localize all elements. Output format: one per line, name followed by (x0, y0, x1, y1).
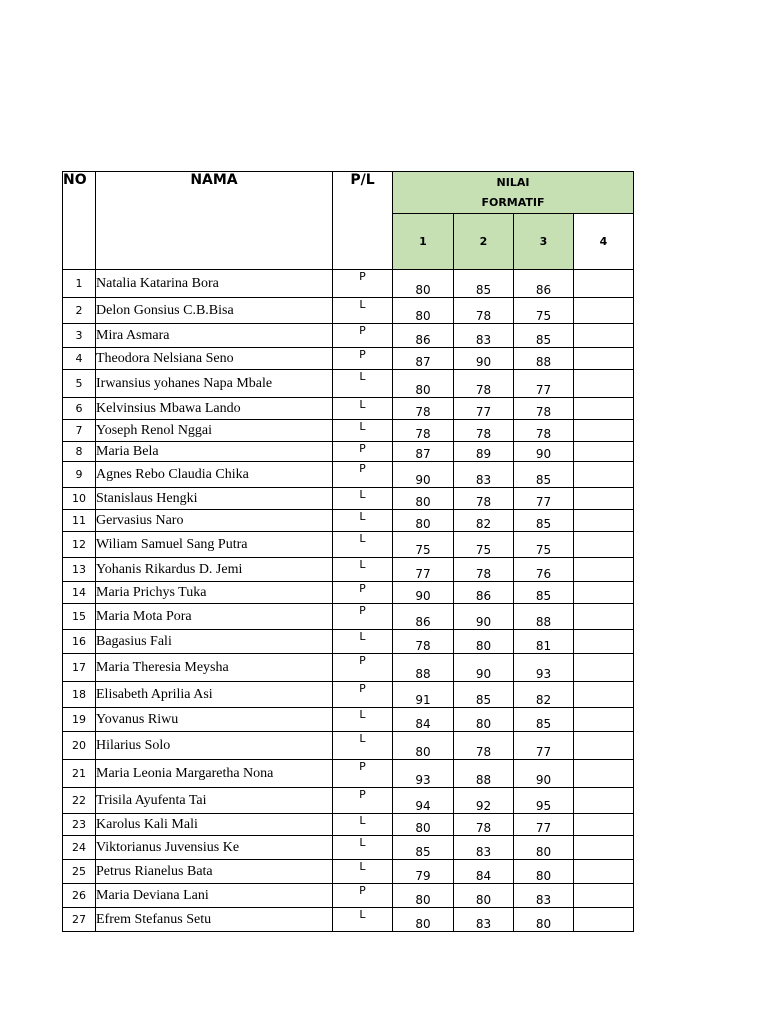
gender-cell: L (333, 298, 393, 324)
score-4 (574, 298, 634, 324)
score-3: 90 (514, 442, 574, 462)
score-4 (574, 654, 634, 682)
gender-cell: P (333, 654, 393, 682)
gender-cell: L (333, 488, 393, 510)
score-1: 78 (393, 398, 454, 420)
student-name: Yoseph Renol Nggai (96, 420, 333, 442)
score-4 (574, 532, 634, 558)
header-no: NO (63, 172, 96, 270)
score-4 (574, 420, 634, 442)
score-2: 84 (454, 860, 514, 884)
header-col-4: 4 (574, 214, 634, 270)
score-4 (574, 558, 634, 582)
student-name: Maria Theresia Meysha (96, 654, 333, 682)
table-row (63, 510, 634, 532)
gender-cell: L (333, 420, 393, 442)
gender-cell: L (333, 558, 393, 582)
score-2: 77 (454, 398, 514, 420)
student-name: Hilarius Solo (96, 732, 333, 760)
score-3: 78 (514, 398, 574, 420)
score-1: 79 (393, 860, 454, 884)
header-col-2: 2 (454, 214, 514, 270)
gender-cell: L (333, 398, 393, 420)
row-number: 16 (63, 630, 96, 654)
gender-cell: P (333, 462, 393, 488)
gender-cell: P (333, 442, 393, 462)
table-row (63, 582, 634, 604)
student-name: Wiliam Samuel Sang Putra (96, 532, 333, 558)
gender-cell: P (333, 324, 393, 348)
score-2: 78 (454, 814, 514, 836)
score-2: 90 (454, 604, 514, 630)
score-3: 75 (514, 532, 574, 558)
table-row (63, 420, 634, 442)
score-1: 87 (393, 442, 454, 462)
score-4 (574, 630, 634, 654)
table-row (63, 298, 634, 324)
student-name: Maria Bela (96, 442, 333, 462)
student-name: Theodora Nelsiana Seno (96, 348, 333, 370)
score-1: 78 (393, 630, 454, 654)
student-name: Kelvinsius Mbawa Lando (96, 398, 333, 420)
gender-cell: L (333, 510, 393, 532)
score-3: 78 (514, 420, 574, 442)
table-row (63, 462, 634, 488)
score-2: 85 (454, 270, 514, 298)
student-name: Karolus Kali Mali (96, 814, 333, 836)
score-4 (574, 270, 634, 298)
student-name: Stanislaus Hengki (96, 488, 333, 510)
score-2: 83 (454, 462, 514, 488)
score-4 (574, 582, 634, 604)
score-2: 75 (454, 532, 514, 558)
score-1: 80 (393, 884, 454, 908)
table-row (63, 270, 634, 298)
score-2: 88 (454, 760, 514, 788)
score-2: 78 (454, 298, 514, 324)
score-3: 83 (514, 884, 574, 908)
score-1: 80 (393, 732, 454, 760)
table-row (63, 370, 634, 398)
score-3: 85 (514, 324, 574, 348)
score-3: 77 (514, 814, 574, 836)
score-1: 80 (393, 814, 454, 836)
row-number: 2 (63, 298, 96, 324)
score-2: 78 (454, 370, 514, 398)
score-1: 91 (393, 682, 454, 708)
score-2: 80 (454, 884, 514, 908)
row-number: 11 (63, 510, 96, 532)
score-2: 78 (454, 732, 514, 760)
header-nilai: NILAI (496, 175, 530, 189)
score-1: 75 (393, 532, 454, 558)
score-3: 95 (514, 788, 574, 814)
header-formatif: FORMATIF (481, 195, 545, 209)
score-3: 90 (514, 760, 574, 788)
score-1: 93 (393, 760, 454, 788)
score-4 (574, 788, 634, 814)
score-3: 81 (514, 630, 574, 654)
student-name: Viktorianus Juvensius Ke (96, 836, 333, 860)
score-2: 80 (454, 630, 514, 654)
student-name: Delon Gonsius C.B.Bisa (96, 298, 333, 324)
row-number: 20 (63, 732, 96, 760)
gender-cell: P (333, 604, 393, 630)
score-3: 75 (514, 298, 574, 324)
table-row (63, 884, 634, 908)
score-2: 82 (454, 510, 514, 532)
gender-cell: L (333, 630, 393, 654)
student-name: Efrem Stefanus Setu (96, 908, 333, 932)
score-1: 80 (393, 488, 454, 510)
row-number: 12 (63, 532, 96, 558)
student-name: Bagasius Fali (96, 630, 333, 654)
row-number: 8 (63, 442, 96, 462)
table-row (63, 760, 634, 788)
score-2: 85 (454, 682, 514, 708)
student-name: Agnes Rebo Claudia Chika (96, 462, 333, 488)
score-3: 85 (514, 462, 574, 488)
table-row (63, 860, 634, 884)
table-row (63, 836, 634, 860)
row-number: 26 (63, 884, 96, 908)
row-number: 7 (63, 420, 96, 442)
student-name: Maria Leonia Margaretha Nona (96, 760, 333, 788)
header-nama: NAMA (96, 172, 333, 270)
score-4 (574, 604, 634, 630)
header-nilai-formatif (393, 172, 634, 214)
score-2: 80 (454, 708, 514, 732)
score-1: 90 (393, 462, 454, 488)
table-row (63, 324, 634, 348)
score-4 (574, 510, 634, 532)
row-number: 1 (63, 270, 96, 298)
score-1: 80 (393, 908, 454, 932)
score-3: 88 (514, 604, 574, 630)
student-name: Yovanus Riwu (96, 708, 333, 732)
row-number: 23 (63, 814, 96, 836)
score-4 (574, 836, 634, 860)
score-3: 85 (514, 708, 574, 732)
table-body (63, 270, 634, 932)
score-2: 83 (454, 836, 514, 860)
score-1: 94 (393, 788, 454, 814)
table-row (63, 442, 634, 462)
score-2: 78 (454, 488, 514, 510)
gender-cell: L (333, 908, 393, 932)
score-4 (574, 442, 634, 462)
row-number: 25 (63, 860, 96, 884)
row-number: 15 (63, 604, 96, 630)
score-3: 85 (514, 582, 574, 604)
gender-cell: L (333, 814, 393, 836)
table-row (63, 708, 634, 732)
score-3: 80 (514, 860, 574, 884)
score-4 (574, 732, 634, 760)
score-2: 86 (454, 582, 514, 604)
gender-cell: L (333, 532, 393, 558)
table-row (63, 654, 634, 682)
row-number: 22 (63, 788, 96, 814)
score-3: 85 (514, 510, 574, 532)
row-number: 9 (63, 462, 96, 488)
score-1: 86 (393, 604, 454, 630)
score-2: 90 (454, 348, 514, 370)
header-col-1: 1 (393, 214, 454, 270)
table-header (63, 172, 634, 270)
gender-cell: P (333, 760, 393, 788)
score-3: 88 (514, 348, 574, 370)
gender-cell: L (333, 732, 393, 760)
score-3: 77 (514, 488, 574, 510)
score-3: 77 (514, 370, 574, 398)
table-row (63, 814, 634, 836)
table-row (63, 630, 634, 654)
gender-cell: P (333, 884, 393, 908)
score-4 (574, 814, 634, 836)
row-number: 27 (63, 908, 96, 932)
table-row (63, 682, 634, 708)
score-1: 88 (393, 654, 454, 682)
score-4 (574, 348, 634, 370)
student-name: Gervasius Naro (96, 510, 333, 532)
score-1: 85 (393, 836, 454, 860)
score-1: 77 (393, 558, 454, 582)
score-2: 90 (454, 654, 514, 682)
gender-cell: P (333, 270, 393, 298)
header-pl: P/L (333, 172, 393, 270)
student-name: Elisabeth Aprilia Asi (96, 682, 333, 708)
student-name: Maria Mota Pora (96, 604, 333, 630)
row-number: 4 (63, 348, 96, 370)
grade-table (62, 171, 634, 932)
score-1: 80 (393, 298, 454, 324)
row-number: 21 (63, 760, 96, 788)
student-name: Mira Asmara (96, 324, 333, 348)
score-4 (574, 884, 634, 908)
score-3: 82 (514, 682, 574, 708)
score-1: 90 (393, 582, 454, 604)
score-1: 84 (393, 708, 454, 732)
gender-cell: P (333, 348, 393, 370)
row-number: 5 (63, 370, 96, 398)
score-2: 78 (454, 558, 514, 582)
table-row (63, 732, 634, 760)
score-3: 80 (514, 836, 574, 860)
score-4 (574, 708, 634, 732)
student-name: Trisila Ayufenta Tai (96, 788, 333, 814)
gender-cell: L (333, 836, 393, 860)
row-number: 6 (63, 398, 96, 420)
score-2: 83 (454, 908, 514, 932)
gender-cell: P (333, 788, 393, 814)
score-1: 86 (393, 324, 454, 348)
score-1: 78 (393, 420, 454, 442)
table-row (63, 604, 634, 630)
gender-cell: L (333, 860, 393, 884)
header-col-3: 3 (514, 214, 574, 270)
row-number: 14 (63, 582, 96, 604)
score-2: 83 (454, 324, 514, 348)
student-name: Natalia Katarina Bora (96, 270, 333, 298)
row-number: 10 (63, 488, 96, 510)
gender-cell: L (333, 708, 393, 732)
score-4 (574, 398, 634, 420)
table-row (63, 532, 634, 558)
score-4 (574, 488, 634, 510)
row-number: 24 (63, 836, 96, 860)
score-4 (574, 462, 634, 488)
score-3: 76 (514, 558, 574, 582)
row-number: 3 (63, 324, 96, 348)
score-4 (574, 324, 634, 348)
score-3: 77 (514, 732, 574, 760)
student-name: Yohanis Rikardus D. Jemi (96, 558, 333, 582)
student-name: Petrus Rianelus Bata (96, 860, 333, 884)
score-4 (574, 908, 634, 932)
table-row (63, 398, 634, 420)
score-2: 89 (454, 442, 514, 462)
score-4 (574, 860, 634, 884)
table-row (63, 488, 634, 510)
score-4 (574, 682, 634, 708)
row-number: 19 (63, 708, 96, 732)
score-3: 93 (514, 654, 574, 682)
gender-cell: P (333, 582, 393, 604)
score-2: 78 (454, 420, 514, 442)
score-1: 87 (393, 348, 454, 370)
score-1: 80 (393, 510, 454, 532)
score-2: 92 (454, 788, 514, 814)
table-row (63, 908, 634, 932)
student-name: Maria Deviana Lani (96, 884, 333, 908)
score-1: 80 (393, 270, 454, 298)
student-name: Irwansius yohanes Napa Mbale (96, 370, 333, 398)
table-row (63, 788, 634, 814)
student-name: Maria Prichys Tuka (96, 582, 333, 604)
table-row (63, 558, 634, 582)
gender-cell: L (333, 370, 393, 398)
score-4 (574, 370, 634, 398)
row-number: 18 (63, 682, 96, 708)
table-row (63, 348, 634, 370)
score-1: 80 (393, 370, 454, 398)
row-number: 17 (63, 654, 96, 682)
row-number: 13 (63, 558, 96, 582)
score-3: 80 (514, 908, 574, 932)
score-4 (574, 760, 634, 788)
gender-cell: P (333, 682, 393, 708)
score-3: 86 (514, 270, 574, 298)
